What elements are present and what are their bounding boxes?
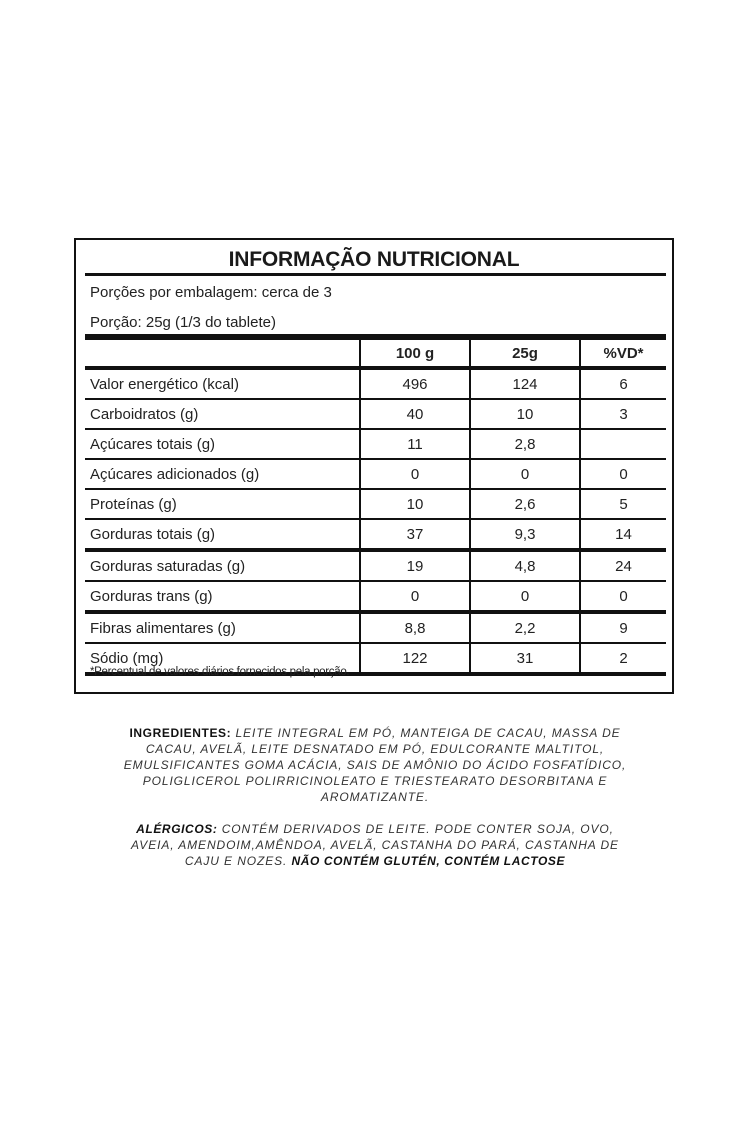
value-daily-value: 14	[580, 519, 666, 550]
value-per-serving: 2,8	[470, 429, 580, 459]
value-per-serving: 0	[470, 459, 580, 489]
value-per-serving: 2,2	[470, 612, 580, 643]
nutrient-name: Fibras alimentares (g)	[85, 612, 360, 643]
header-daily-value: %VD*	[580, 340, 666, 368]
ingredients-heading: INGREDIENTES:	[129, 726, 232, 740]
allergens-text: CONTÉM DERIVADOS DE LEITE. PODE CONTER SOJA, OVO, AVEIA, AMENDOIM,AMÊNDOA, AVELÃ, CASTANHA DO PARÁ, CASTANHA DE CAJU E NOZES.	[131, 822, 619, 868]
table-row	[85, 550, 666, 581]
value-daily-value: 2	[580, 643, 666, 674]
servings-per-package: Porções por embalagem: cerca de 3	[90, 284, 332, 301]
value-per-serving: 9,3	[470, 519, 580, 550]
value-per-serving: 124	[470, 368, 580, 399]
value-per-100g: 0	[360, 581, 470, 612]
value-per-serving: 4,8	[470, 550, 580, 581]
header-nutrient	[85, 340, 360, 368]
title-divider	[85, 273, 666, 276]
daily-value-footnote: *Percentual de valores diários fornecidos pela porção.	[90, 666, 350, 678]
allergens-emphasis: NÃO CONTÉM GLUTÉN, CONTÉM LACTOSE	[291, 854, 566, 868]
table-row	[85, 368, 666, 399]
nutrient-name: Carboidratos (g)	[85, 399, 360, 429]
value-per-serving: 0	[470, 581, 580, 612]
value-daily-value: 0	[580, 581, 666, 612]
nutrient-name: Gorduras totais (g)	[85, 519, 360, 550]
value-per-100g: 122	[360, 643, 470, 674]
serving-size: Porção: 25g (1/3 do tablete)	[90, 314, 276, 331]
value-daily-value	[580, 429, 666, 459]
nutrient-name: Gorduras trans (g)	[85, 581, 360, 612]
table-row	[85, 612, 666, 643]
value-per-serving: 31	[470, 643, 580, 674]
nutrient-name: Açúcares totais (g)	[85, 429, 360, 459]
table-row	[85, 489, 666, 519]
value-per-100g: 37	[360, 519, 470, 550]
header-per-serving: 25g	[470, 340, 580, 368]
ingredients-text: LEITE INTEGRAL EM PÓ, MANTEIGA DE CACAU, MASSA DE CACAU, AVELÃ, LEITE DESNATADO EM PÓ, EDULCORANTE MALTITOL, EMULSIFICANTES GOMA ACÁCIA, SAIS DE AMÔNIO DO ÁCIDO FOSFATÍDICO, POLIGLICEROL POLIRRICINOLEATO E TRIESTEARATO DESORBITANA E AROMATIZANTE.	[123, 726, 627, 804]
ingredients-block	[120, 725, 630, 805]
value-per-100g: 10	[360, 489, 470, 519]
nutrition-facts-panel	[74, 238, 674, 694]
allergens-block	[120, 821, 630, 869]
allergens-heading: ALÉRGICOS:	[136, 822, 218, 836]
value-per-100g: 11	[360, 429, 470, 459]
value-per-serving: 10	[470, 399, 580, 429]
value-daily-value: 24	[580, 550, 666, 581]
nutrient-name: Valor energético (kcal)	[85, 368, 360, 399]
value-per-100g: 0	[360, 459, 470, 489]
table-row	[85, 581, 666, 612]
nutrient-name: Açúcares adicionados (g)	[85, 459, 360, 489]
value-per-100g: 19	[360, 550, 470, 581]
table-row	[85, 519, 666, 550]
nutrient-name: Gorduras saturadas (g)	[85, 550, 360, 581]
value-daily-value: 9	[580, 612, 666, 643]
value-per-serving: 2,6	[470, 489, 580, 519]
value-per-100g: 8,8	[360, 612, 470, 643]
nutrient-name: Sódio (mg)	[85, 643, 360, 674]
value-per-100g: 496	[360, 368, 470, 399]
value-daily-value: 0	[580, 459, 666, 489]
value-daily-value: 6	[580, 368, 666, 399]
value-per-100g: 40	[360, 399, 470, 429]
nutrition-table	[85, 340, 666, 676]
table-row	[85, 399, 666, 429]
table-row	[85, 459, 666, 489]
table-header-row	[85, 340, 666, 368]
value-daily-value: 3	[580, 399, 666, 429]
nutrient-name: Proteínas (g)	[85, 489, 360, 519]
value-daily-value: 5	[580, 489, 666, 519]
table-row	[85, 429, 666, 459]
nutrition-title: INFORMAÇÃO NUTRICIONAL	[228, 248, 520, 271]
header-per-100g: 100 g	[360, 340, 470, 368]
